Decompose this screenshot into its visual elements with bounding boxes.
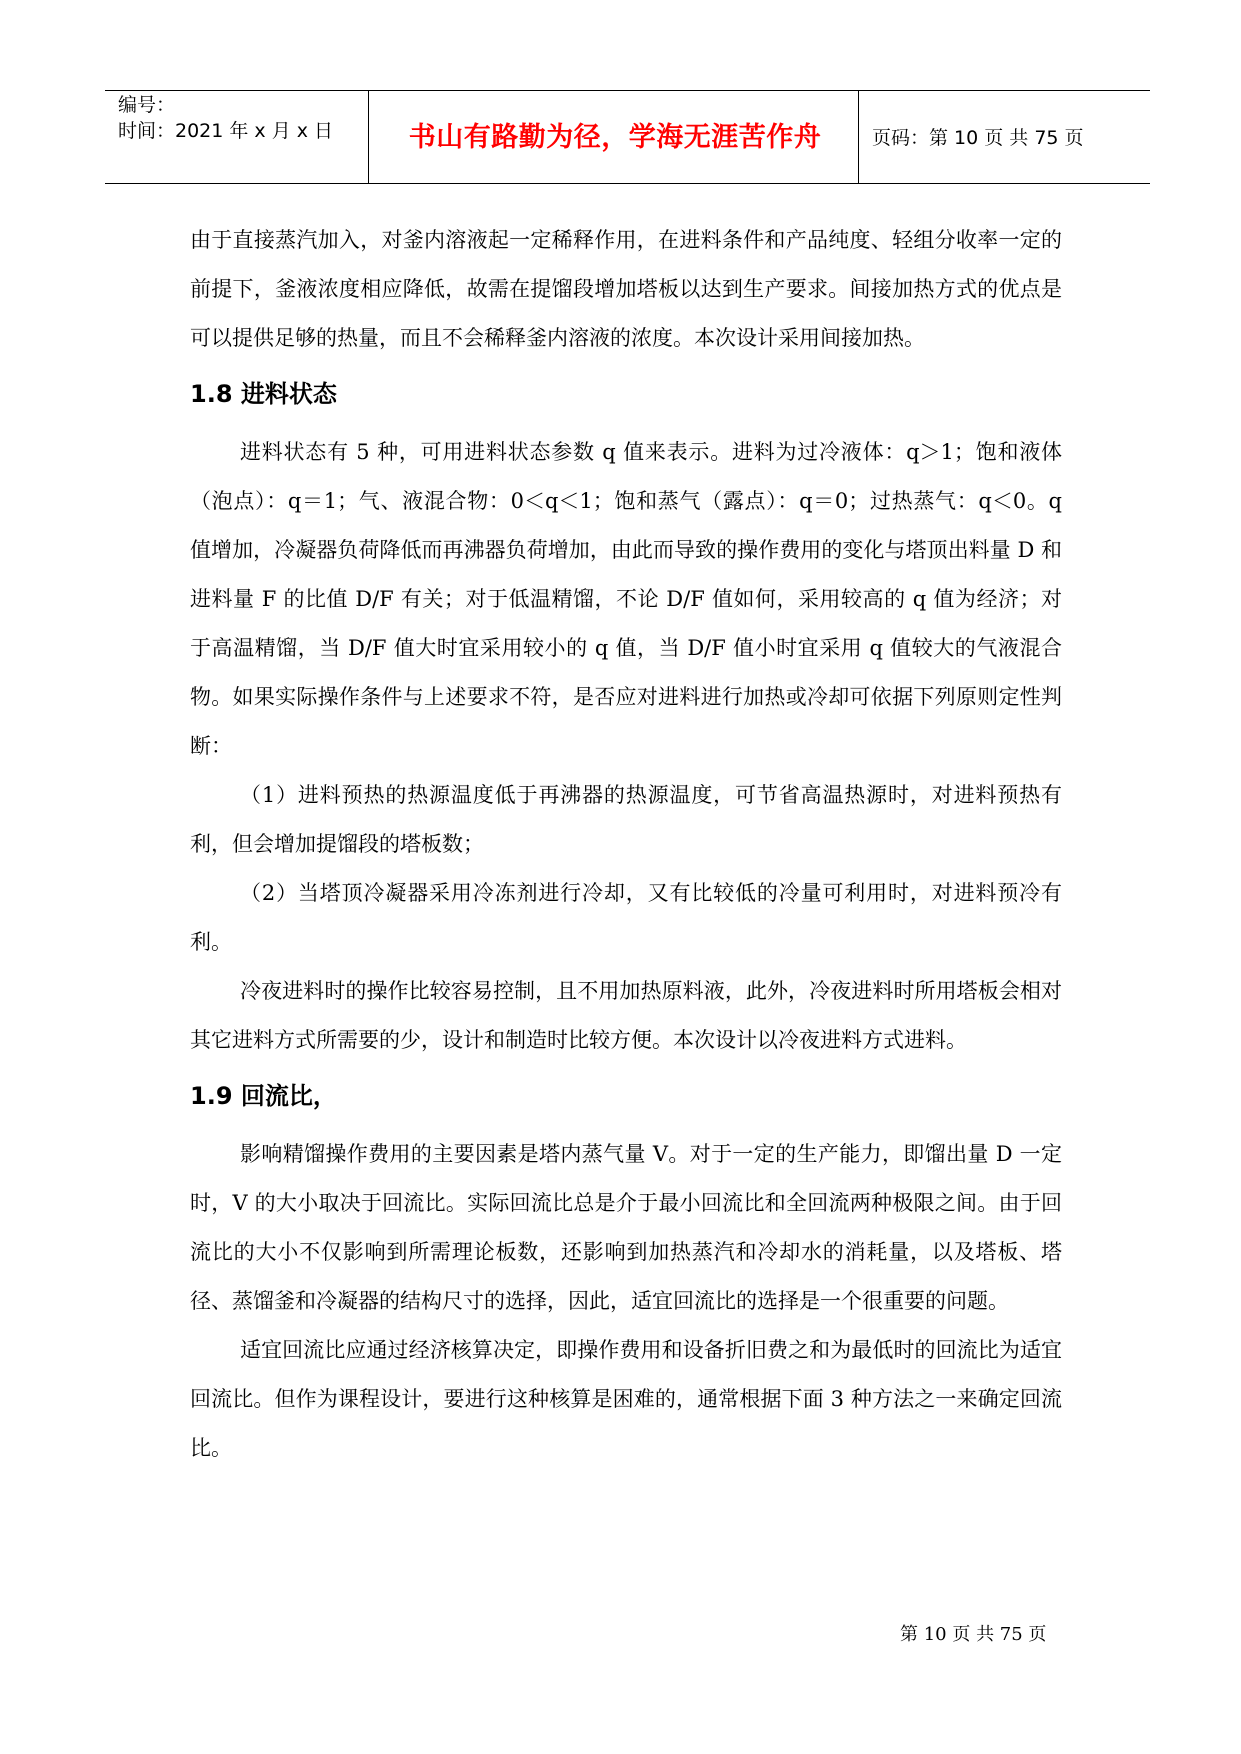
paragraph-cold-feed: 冷夜进料时的操作比较容易控制，且不用加热原料液，此外，冷夜进料时所用塔板会相对其它进料方式所需要的少，设计和制造时比较方便。本次设计以冷夜进料方式进料。	[190, 979, 1062, 1052]
header-info	[118, 92, 363, 144]
paragraph-optimal-reflux: 适宜回流比应通过经济核算决定，即操作费用和设备折旧费之和为最低时的回流比为适宜回流比。但作为课程设计，要进行这种核算是困难的，通常根据下面 3 种方法之一来确定回流比。	[190, 1338, 1062, 1460]
header-number: 编号：	[118, 94, 176, 116]
paragraph-feed-state: 进料状态有 5 种，可用进料状态参数 q 值来表示。进料为过冷液体：q＞1；饱和液体（泡点）：q＝1；气、液混合物：0＜q＜1；饱和蒸气（露点）：q＝0；过热蒸气：q＜0。q 值增加，冷凝器负荷降低而再沸器负荷增加，由此而导致的操作费用的变化与塔顶出料量 D 和进料量 F 的比值 D/F 有关；对于低温精馏，不论 D/F 值如何，采用较高的 q 值为经济；对于高温精馏，当 D/F 值大时宜采用较小的 q 值，当 D/F 值小时宜采用 q 值较大的气液混合物。如果实际操作条件与上述要求不符，是否应对进料进行加热或冷却可依据下列原则定性判断：	[190, 440, 1062, 758]
header-divider-left	[368, 91, 369, 183]
footer-page-number: 第 10 页 共 75 页	[900, 1624, 1047, 1645]
header-top-rule	[105, 90, 1150, 91]
paragraph-rule-2: （2）当塔顶冷凝器采用冷冻剂进行冷却，又有比较低的冷量可利用时，对进料预冷有利。	[190, 881, 1062, 954]
paragraph-heating: 由于直接蒸汽加入，对釜内溶液起一定稀释作用，在进料条件和产品纯度、轻组分收率一定的前提下，釜液浓度相应降低，故需在提馏段增加塔板以达到生产要求。间接加热方式的优点是可以提供足够的热量，而且不会稀释釜内溶液的浓度。本次设计采用间接加热。	[190, 228, 1062, 350]
header-motto: 书山有路勤为径，学海无涯苦作舟	[408, 122, 822, 153]
header-time: 时间：2021 年 x 月 x 日	[118, 120, 334, 142]
section-heading-1-8: 1.8 进料状态	[190, 380, 337, 408]
paragraph-rule-1: （1）进料预热的热源温度低于再沸器的热源温度，可节省高温热源时，对进料预热有利，但会增加提馏段的塔板数；	[190, 783, 1062, 856]
document-body	[190, 216, 1062, 1473]
header-page-number: 页码：第 10 页 共 75 页	[872, 127, 1084, 149]
section-heading-1-9: 1.9 回流比，	[190, 1082, 337, 1110]
header-bottom-rule	[105, 183, 1150, 184]
paragraph-reflux-ratio: 影响精馏操作费用的主要因素是塔内蒸气量 V。对于一定的生产能力，即馏出量 D 一定时，V 的大小取决于回流比。实际回流比总是介于最小回流比和全回流两种极限之间。由于回流比的大小不仅影响到所需理论板数，还影响到加热蒸汽和冷却水的消耗量，以及塔板、塔径、蒸馏釜和冷凝器的结构尺寸的选择，因此，适宜回流比的选择是一个很重要的问题。	[190, 1142, 1062, 1313]
